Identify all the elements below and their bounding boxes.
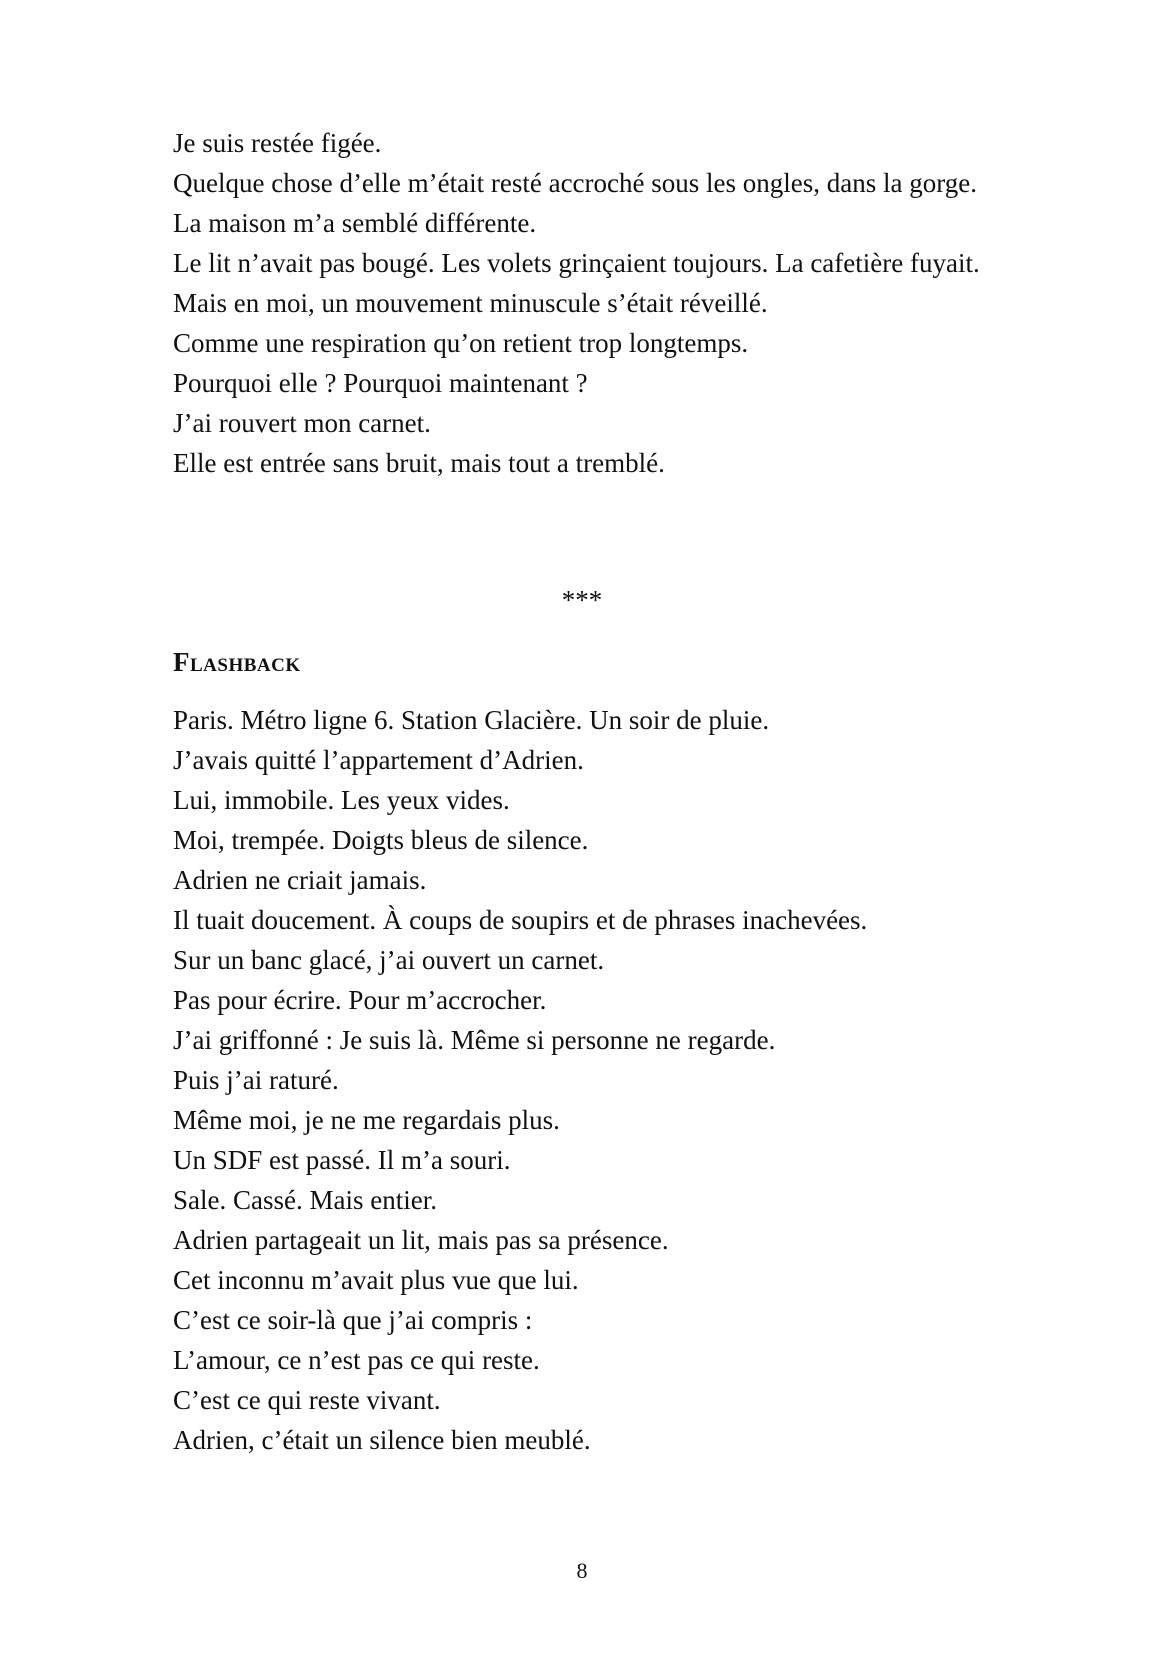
paragraph: Même moi, je ne me regardais plus.	[173, 1105, 560, 1135]
paragraph: L’amour, ce n’est pas ce qui reste.	[173, 1345, 540, 1375]
paragraph: Pas pour écrire. Pour m’accrocher.	[173, 985, 547, 1015]
paragraph: J’ai griffonné : Je suis là. Même si personne ne regarde.	[173, 1025, 776, 1055]
paragraph: La maison m’a semblé différente.	[173, 208, 537, 238]
section-heading: Flashback	[173, 647, 301, 677]
paragraph: Lui, immobile. Les yeux vides.	[173, 785, 510, 815]
flashback-text-block	[135, 700, 1030, 1460]
paragraph: C’est ce qui reste vivant.	[173, 1385, 441, 1415]
paragraph: Je suis restée figée.	[173, 128, 382, 158]
paragraph: C’est ce soir-là que j’ai compris :	[173, 1305, 533, 1335]
paragraph: J’avais quitté l’appartement d’Adrien.	[173, 745, 584, 775]
paragraph: Paris. Métro ligne 6. Station Glacière. Un soir de pluie.	[173, 705, 770, 735]
paragraph: J’ai rouvert mon carnet.	[173, 408, 431, 438]
paragraph: Sale. Cassé. Mais entier.	[173, 1185, 437, 1215]
top-text-block	[135, 123, 1030, 483]
paragraph: Le lit n’avait pas bougé. Les volets grinçaient toujours. La cafetière fuyait.	[173, 248, 980, 278]
paragraph: Puis j’ai raturé.	[173, 1065, 339, 1095]
paragraph: Adrien ne criait jamais.	[173, 865, 427, 895]
paragraph: Adrien, c’était un silence bien meublé.	[173, 1425, 591, 1455]
paragraph: Comme une respiration qu’on retient trop longtemps.	[173, 328, 749, 358]
paragraph: Sur un banc glacé, j’ai ouvert un carnet.	[173, 945, 605, 975]
paragraph: Moi, trempée. Doigts bleus de silence.	[173, 825, 589, 855]
page-number: 8	[576, 1558, 588, 1583]
paragraph: Il tuait doucement. À coups de soupirs et de phrases inachevées.	[173, 905, 868, 935]
section-separator: ***	[561, 585, 603, 615]
paragraph: Cet inconnu m’avait plus vue que lui.	[173, 1265, 579, 1295]
paragraph: Pourquoi elle ? Pourquoi maintenant ?	[173, 368, 588, 398]
paragraph: Mais en moi, un mouvement minuscule s’était réveillé.	[173, 288, 768, 318]
paragraph: Un SDF est passé. Il m’a souri.	[173, 1145, 511, 1175]
paragraph: Elle est entrée sans bruit, mais tout a tremblé.	[173, 448, 665, 478]
paragraph: Quelque chose d’elle m’était resté accroché sous les ongles, dans la gorge.	[173, 168, 977, 198]
paragraph: Adrien partageait un lit, mais pas sa présence.	[173, 1225, 669, 1255]
